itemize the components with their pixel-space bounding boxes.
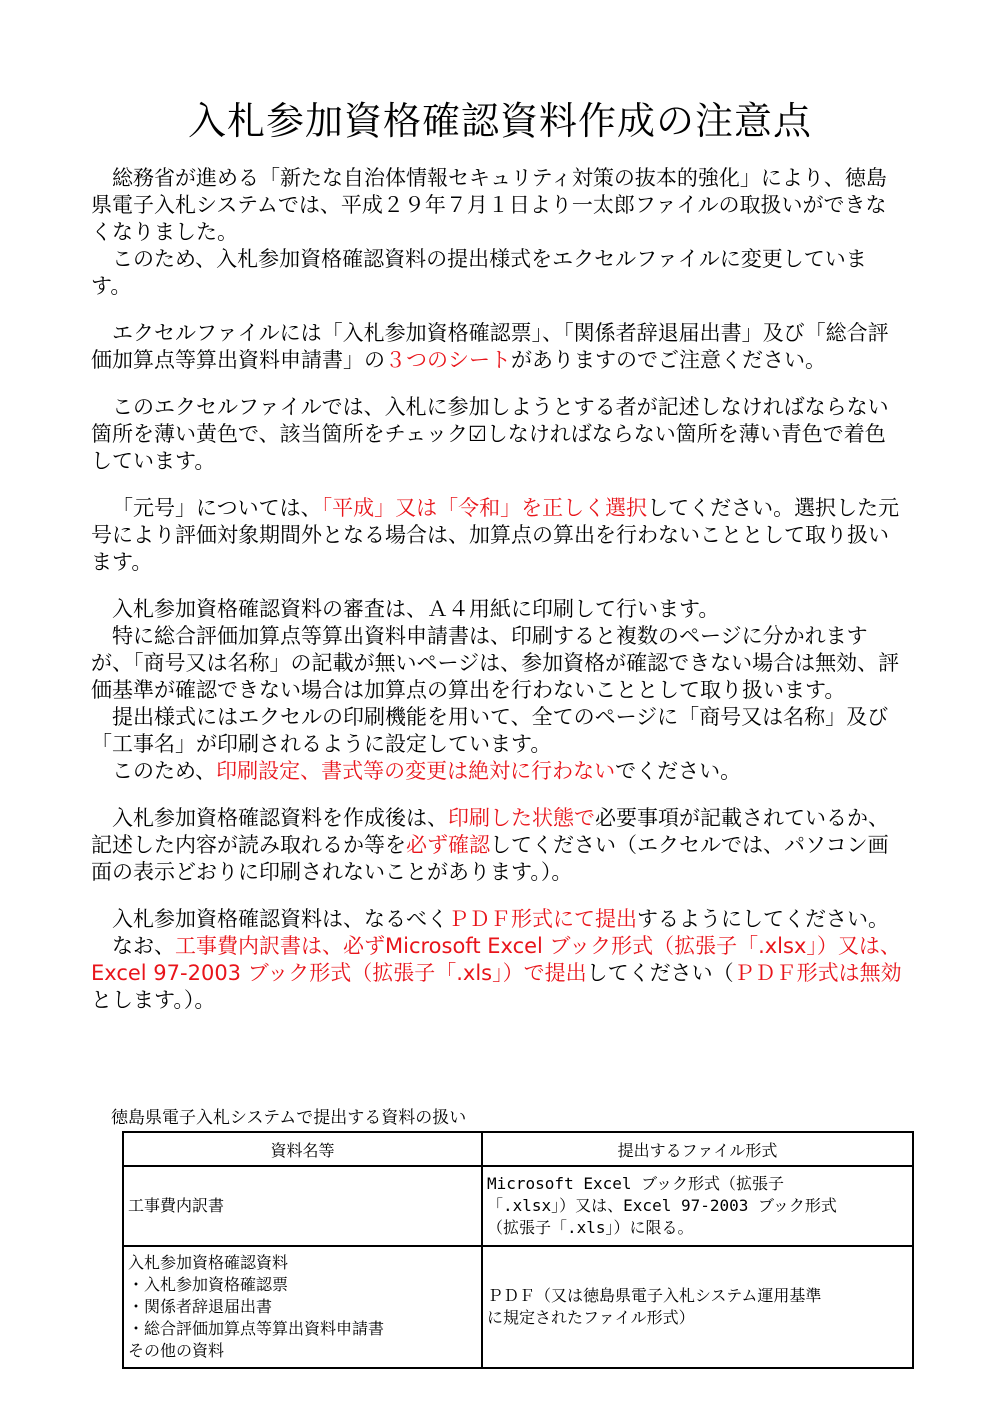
text: しなければならない箇所を薄い青色で着色しています。 <box>91 422 886 473</box>
emphasis-text: 「商号又は名称」 <box>133 651 291 675</box>
emphasis-text: 商号又は名称 <box>699 705 826 729</box>
cell-text: 工事費内訳書 <box>128 1196 225 1215</box>
paragraph <box>91 758 906 785</box>
highlight-text: 工事費内訳書は、必ずMicrosoft Excel ブック形式（拡張子「.xlsx」）又は、Excel 97-2003 ブック形式（拡張子「.xls」）で提出 <box>91 934 901 985</box>
text: このエクセルファイルでは、入札に参加しようとする者が記述しなければならない箇所を薄い黄色で、該当箇所をチェック <box>91 395 889 446</box>
cell-line: 入札参加資格確認資料 <box>128 1253 289 1272</box>
column-header: 資料名等 <box>123 1132 482 1166</box>
cell-line: に規定されたファイル形式） <box>487 1308 695 1327</box>
text: 総務省が進める「新たな自治体情報セキュリティ対策の抜本的強化」により、徳島県電子入札システムでは、平成２９年７月１日より一太郎ファイルの取扱いができなくなりました。 <box>91 166 887 244</box>
text: 提出様式にはエクセルの印刷機能を用いて、全てのページに「 <box>112 705 700 729</box>
cell-line: その他の資料 <box>128 1341 225 1360</box>
text: してください（ <box>586 961 734 985</box>
table-header-row <box>123 1132 913 1166</box>
spacer <box>91 576 906 596</box>
text: がありますのでご注意ください。 <box>511 348 826 372</box>
table-cell <box>482 1246 913 1368</box>
text: エクセルファイルには「入札参加資格確認票」、「関係者辞退届出書」及び「総合評価加算点等算出資料申請書」の <box>91 321 889 372</box>
text: 必要事項が記載されているか、記述した内容が読み取れるか等を <box>91 806 889 857</box>
cell-line: Microsoft Excel ブック形式（拡張子 <box>487 1174 785 1193</box>
text: 入札参加資格確認資料は、なるべく <box>112 907 448 931</box>
emphasis-text: Ａ４用紙に印刷 <box>427 597 574 621</box>
paragraph <box>91 394 906 475</box>
table-row <box>123 1166 913 1246</box>
paragraph <box>91 246 906 300</box>
text: 入札参加資格確認資料を作成後は、 <box>112 806 448 830</box>
paragraph <box>91 623 906 704</box>
paragraph <box>91 320 906 374</box>
text: して行います。 <box>574 597 720 621</box>
spacer <box>91 785 906 805</box>
paragraph <box>91 704 906 758</box>
spacer <box>91 374 906 394</box>
cell-line: ・入札参加資格確認票 <box>128 1275 289 1294</box>
emphasis-text: 工事名 <box>112 732 175 756</box>
table-cell <box>482 1166 913 1246</box>
text: 」が印刷されるように設定しています。 <box>175 732 552 756</box>
cell-line: ・総合評価加算点等算出資料申請書 <box>128 1319 385 1338</box>
table-row <box>123 1246 913 1368</box>
text: とします。）。 <box>91 988 216 1012</box>
paragraph <box>91 596 906 623</box>
cell-line: 「.xlsx」）又は、Excel 97-2003 ブック形式 <box>487 1196 837 1215</box>
text: このため、 <box>112 759 217 783</box>
file-format-table <box>122 1131 914 1369</box>
paragraph <box>91 495 906 576</box>
table-cell <box>123 1246 482 1368</box>
highlight-text: ＰＤＦ形式にて提出 <box>448 907 637 931</box>
page-title: 入札参加資格確認資料作成の注意点 <box>187 99 812 143</box>
text: の記載が無いページは、参加資格が確認できない場合は無効、評価基準が確認できない場合は加算点の算出を行わないこととして取り扱います。 <box>91 651 900 702</box>
highlight-text: ＰＤＦ形式は無効 <box>733 961 902 985</box>
text: してください。選択した元号により評価対象期間外となる場合は、加算点の算出を行わないこととして取り扱います。 <box>91 496 900 574</box>
text: 特に総合評価加算点等算出資料申請書は、印刷すると複数のページに分かれますが、 <box>91 624 868 675</box>
cell-line: ＰＤＦ（又は徳島県電子入札システム運用基準 <box>487 1286 822 1305</box>
text: でください。 <box>615 759 742 783</box>
table-caption: 徳島県電子入札システムで提出する資料の扱い <box>111 1108 467 1128</box>
highlight-text: 「平成」又は「令和」を正しく選択 <box>321 496 648 520</box>
text: 「元号」については、 <box>112 496 322 520</box>
paragraph <box>91 165 906 246</box>
text: 入札参加資格確認資料の審査は、 <box>112 597 427 621</box>
text: してください（エクセルでは、パソコン画面の表示どおりに印刷されないことがあります。）。 <box>91 833 889 884</box>
paragraph <box>91 933 906 1014</box>
column-header: 提出するファイル形式 <box>482 1132 913 1166</box>
spacer <box>91 886 906 906</box>
highlight-text: 印刷した状態で <box>448 806 595 830</box>
cell-line: （拡張子「.xls」）に限る。 <box>487 1218 694 1237</box>
table-cell <box>123 1166 482 1246</box>
paragraph <box>91 805 906 886</box>
highlight-text: 必ず確認 <box>406 833 490 857</box>
text: するようにしてください。 <box>637 907 889 931</box>
paragraph <box>91 906 906 933</box>
highlight-text: 印刷設定、書式等の変更は絶対に行わない <box>216 759 616 783</box>
highlight-text: ３つのシート <box>385 348 511 372</box>
text: なお、 <box>112 934 175 958</box>
checkbox-checked-icon: ☑ <box>467 422 487 446</box>
spacer <box>91 300 906 320</box>
cell-line: ・関係者辞退届出書 <box>128 1297 273 1316</box>
spacer <box>91 475 906 495</box>
text: 」及び「 <box>91 705 889 756</box>
text: このため、入札参加資格確認資料の提出様式をエクセルファイルに変更しています。 <box>91 247 867 298</box>
body-text <box>91 165 906 1014</box>
